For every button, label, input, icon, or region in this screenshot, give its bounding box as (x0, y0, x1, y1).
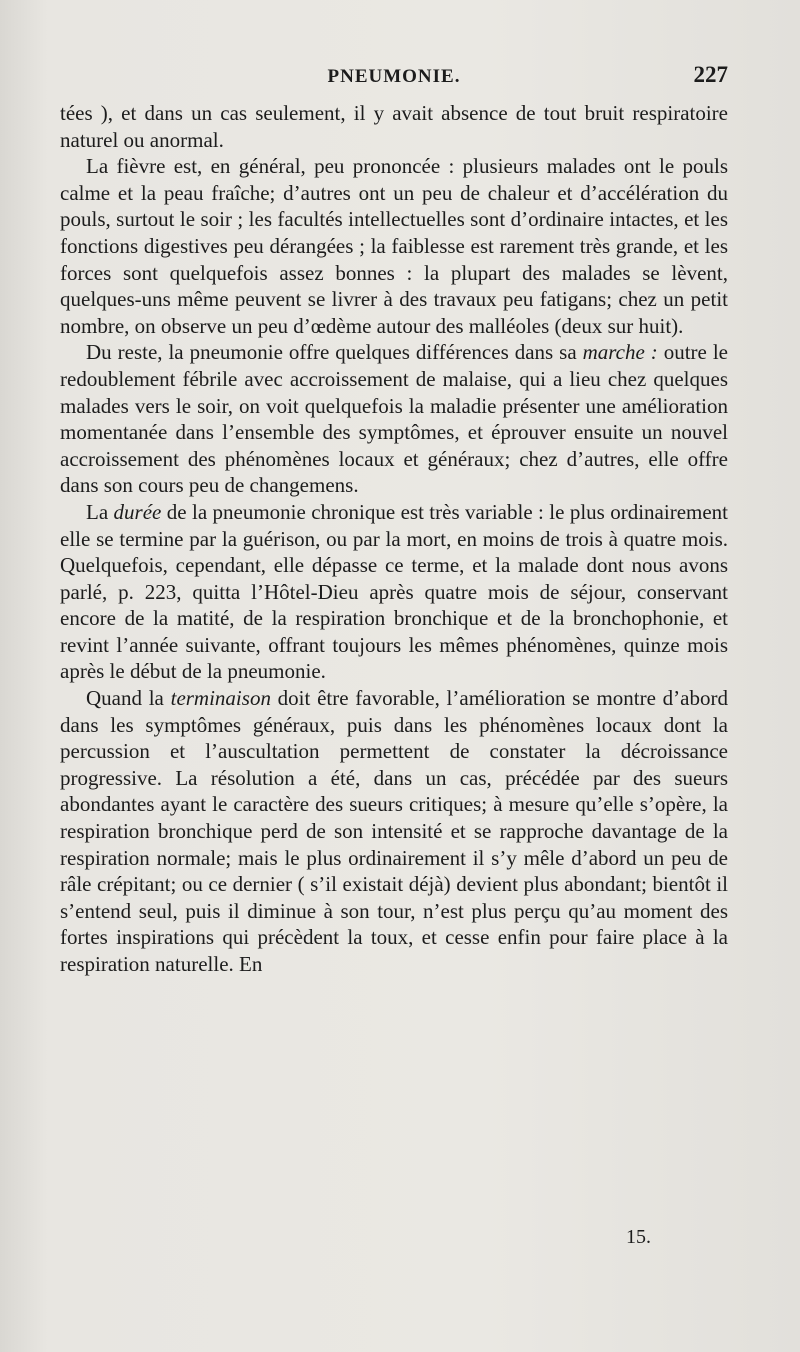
italic-term: terminaison (170, 686, 271, 711)
page-header (60, 62, 728, 96)
italic-term: durée (113, 499, 162, 524)
paragraph (60, 685, 728, 978)
text-segment: doit être favorable, l’amélioration se montre d’abord dans les symptômes généraux, puis dans les phénomènes locaux dont la percussion et l’auscultation permettent de constater la décroissance progressive. La résolution a été, dans un cas, précédée par des sueurs abondantes ayant le caractère des sueurs critiques; à mesure qu’elle s’opère, la respiration bronchique perd de son intensité et se rapproche davantage de la respiration normale; mais le plus ordinairement il s’y mêle d’abord un peu de râle crépitant; ou ce dernier ( s’il existait déjà) devient plus abondant; bientôt il s’entend seul, puis il diminue à son tour, n’est plus perçu qu’au moment des fortes inspirations qui précèdent la toux, et cesse enfin pour faire place à la respiration naturelle. En (60, 686, 728, 976)
paragraph (60, 153, 728, 339)
signature-mark: 15. (626, 1226, 651, 1248)
page-number: 227 (693, 62, 728, 87)
paragraph (60, 499, 728, 685)
text-segment: La (86, 499, 114, 524)
text-segment: La fièvre est, en général, peu prononcée : plusieurs malades ont le pouls calme et la peau fraîche; d’autres ont un peu de chaleur et d’accélération du pouls, surtout le soir ; les facultés intellectuelles sont d’ordinaire intactes, et les fonctions digestives peu dérangées ; la faiblesse est rarement très grande, et les forces sont quelquefois assez bonnes : la plupart des malades se lèvent, quelques-uns même peuvent se livrer à des travaux peu fatigans; chez un petit nombre, on observe un peu d’œdème autour des malléoles (deux sur huit). (60, 154, 728, 338)
body-text (60, 100, 728, 978)
text-segment: Quand la (86, 686, 171, 711)
paragraph (60, 339, 728, 499)
text-segment: Du reste, la pneumonie offre quelques différences dans sa (86, 340, 583, 365)
running-title: PNEUMONIE. (327, 66, 461, 87)
text-segment: tées ), et dans un cas seulement, il y avait absence de tout bruit respiratoire naturel ou anormal. (60, 101, 728, 152)
paragraph (60, 100, 728, 153)
text-segment: outre le redoublement fébrile avec accroissement de malaise, qui a lieu chez quelques malades vers le soir, on voit quelquefois la maladie présenter une amélioration momentanée dans l’ensemble des symptômes, et éprouver ensuite un nouvel accroissement des phénomènes locaux et généraux; chez d’autres, elle offre dans son cours peu de changemens. (60, 340, 728, 498)
text-segment: de la pneumonie chronique est très variable : le plus ordinairement elle se termine par la guérison, ou par la mort, en moins de trois à quatre mois. Quelquefois, cependant, elle dépasse ce terme, et la malade dont nous avons parlé, p. 223, quitta l’Hôtel-Dieu après quatre mois de séjour, conservant encore de la matité, de la respiration bronchique et de la bronchophonie, et revint l’année suivante, offrant toujours les mêmes phénomènes, quinze mois après le début de la pneumonie. (60, 499, 728, 684)
italic-term: marche : (582, 340, 658, 365)
